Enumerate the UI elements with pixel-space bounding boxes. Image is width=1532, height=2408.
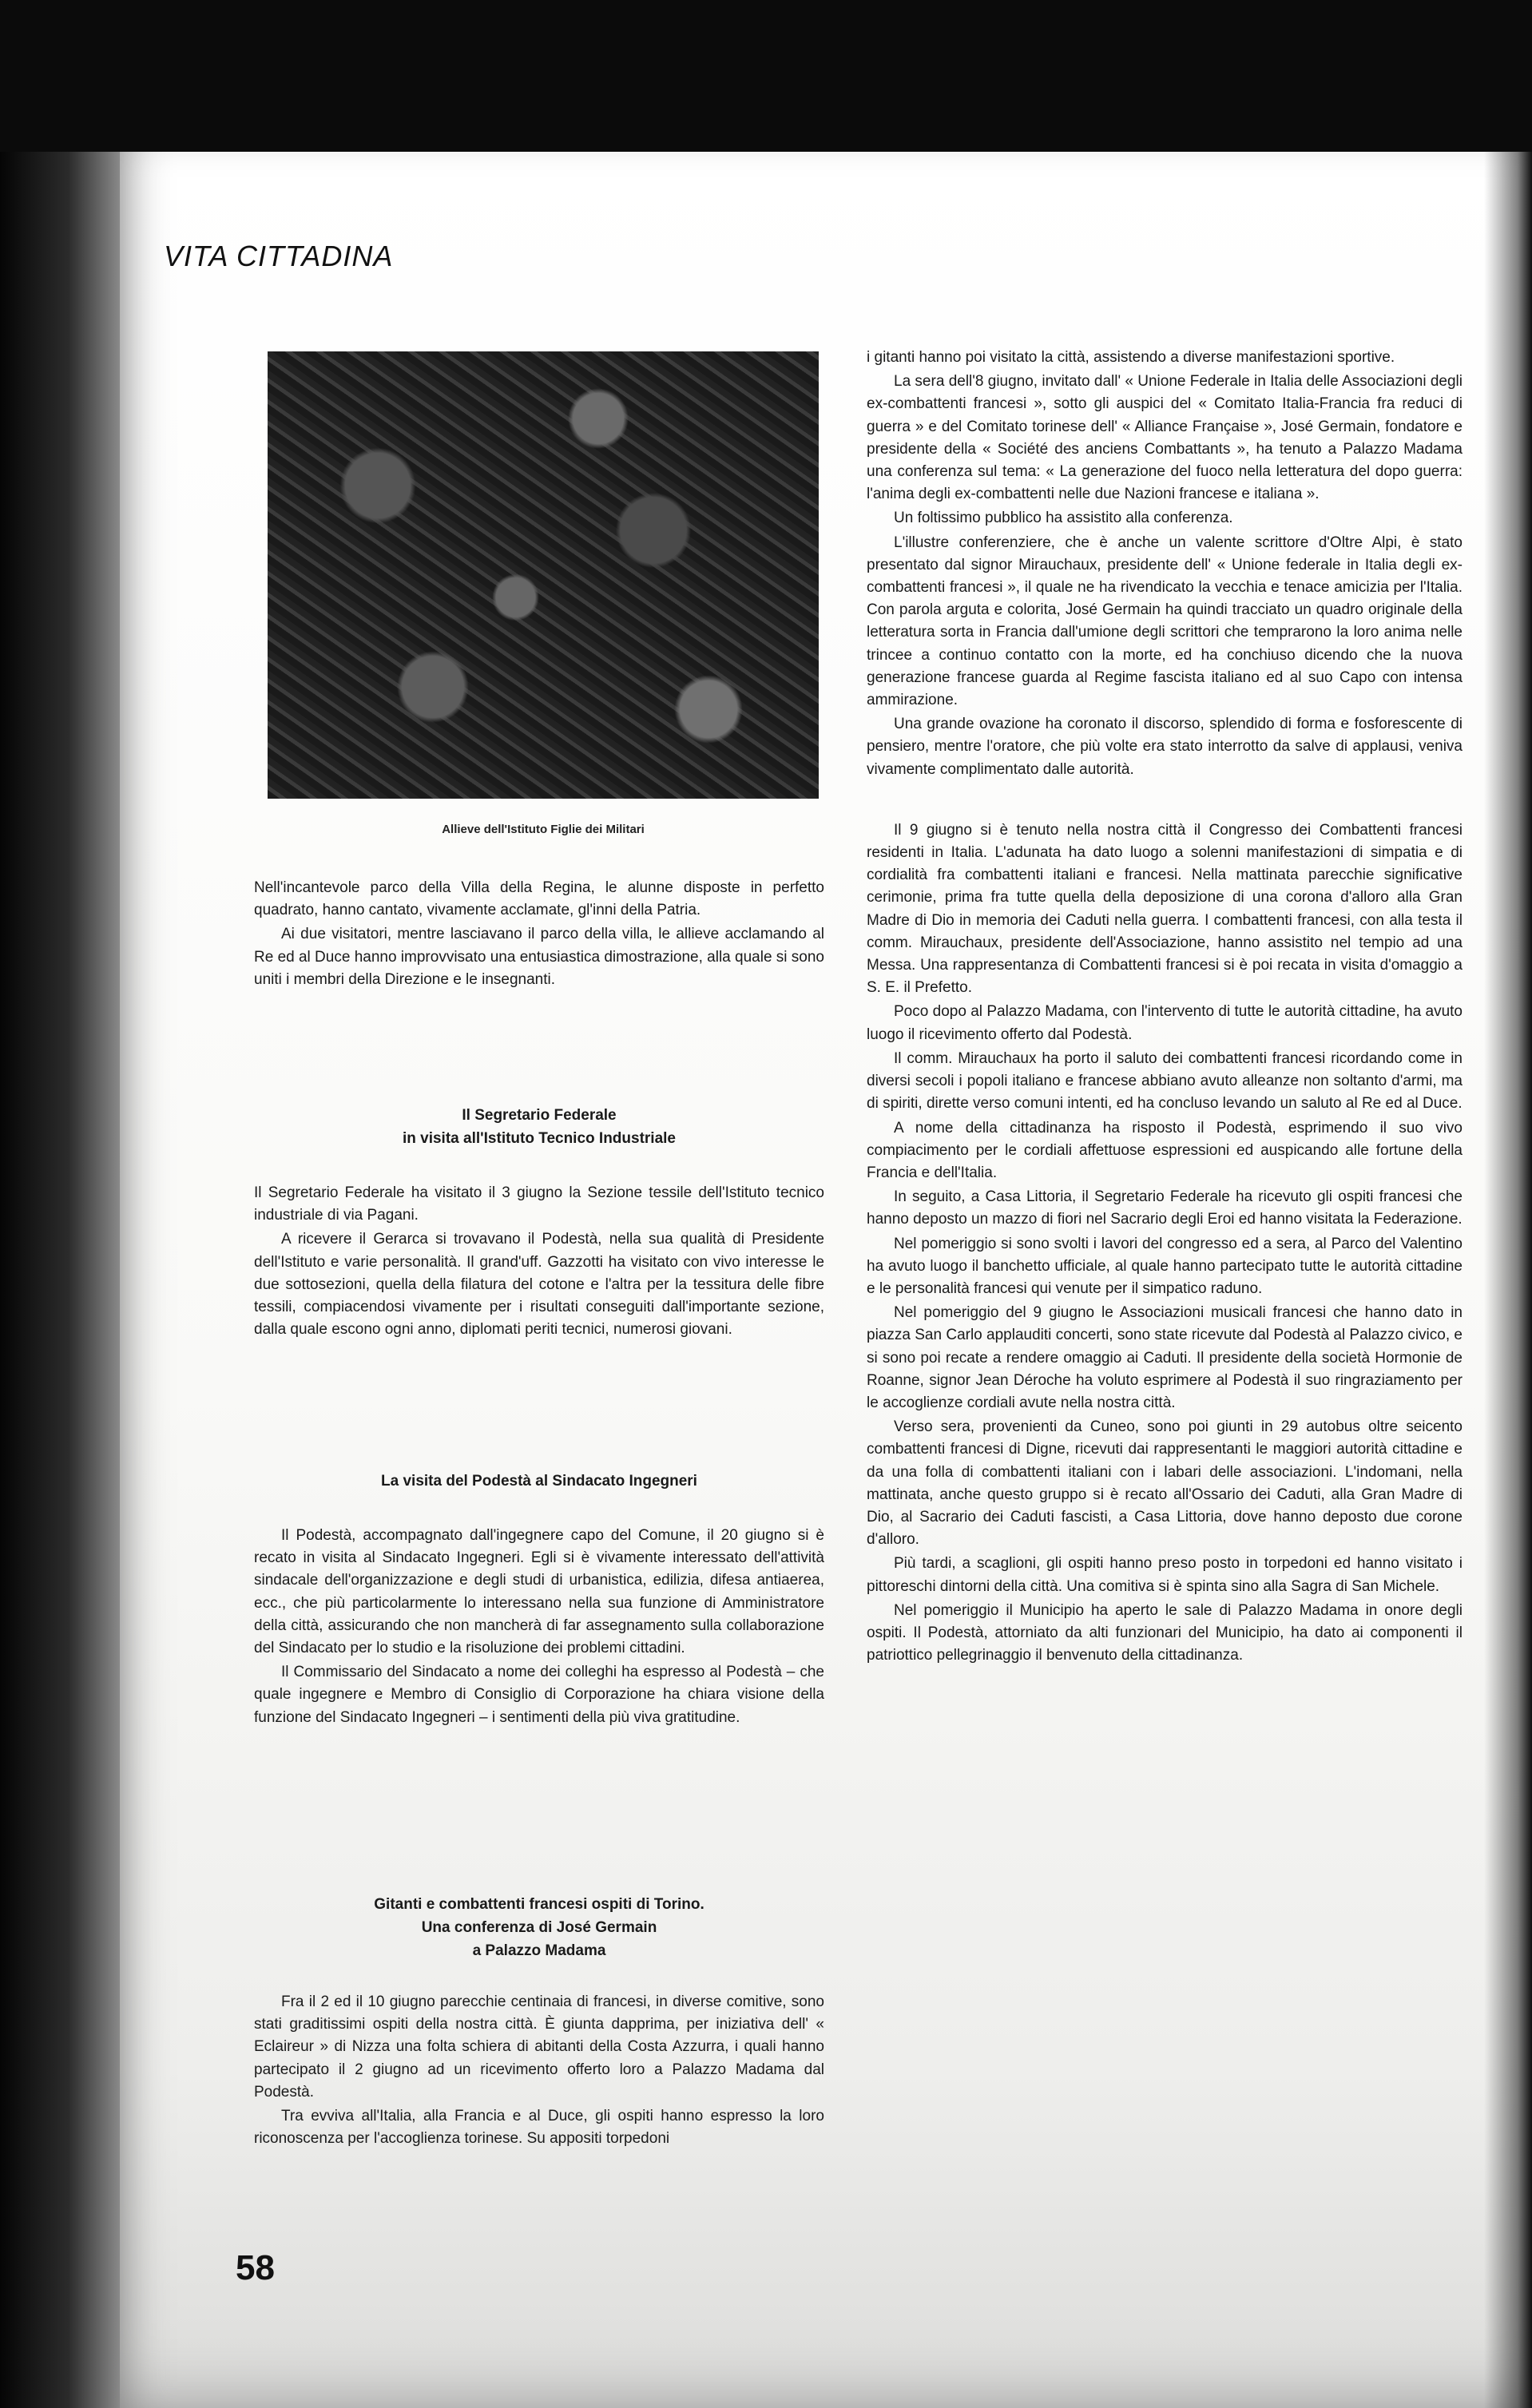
article-title: Gitanti e combattenti francesi ospiti di Torino. [374, 1896, 704, 1913]
paragraph: In seguito, a Casa Littoria, il Segretario Federale ha ricevuto gli ospiti francesi che hanno deposto un mazzo di fiori nel Sacrario degli Eroi ed hanno visitata la Federazione. [867, 1188, 1463, 1228]
paragraph: Il comm. Mirauchaux ha porto il saluto dei combattenti francesi ricordando come in diversi secoli i popoli italiano e francese abbiano avuto alleanze non soltanto d'armi, ma di spiriti, dirette verso comuni intenti, ed ha concluso levando un saluto al Re ed al Duce. [867, 1049, 1463, 1113]
paragraph: A ricevere il Gerarca si trovavano il Podestà, nella sua qualità di Presidente dell'Istituto e varie personalità. Il grand'uff. Gazzotti ha visitato con vivo interesse le due sottosezioni, quella della filatura del cotone e l'altra per la tessitura delle fibre tessili, compiacendosi vivamente per i risultati conseguiti dall'importante sezione, dalla quale escono ogni anno, diplomati periti tecnici, numerosi giovani. [254, 1231, 824, 1339]
paragraph: Poco dopo al Palazzo Madama, con l'intervento di tutte le autorità cittadine, ha avuto luogo il ricevimento offerto dal Podestà. [867, 1003, 1463, 1043]
paragraph: i gitanti hanno poi visitato la città, assistendo a diverse manifestazioni sportive. [867, 349, 1395, 366]
paragraph: Il Segretario Federale ha visitato il 3 giugno la Sezione tessile dell'Istituto tecnico industriale di via Pagani. [254, 1184, 824, 1224]
article-title: in visita all'Istituto Tecnico Industriale [402, 1130, 676, 1147]
article-gitanti-francesi [254, 1893, 824, 2152]
page-number: 58 [236, 2248, 275, 2287]
paragraph: Verso sera, provenienti da Cuneo, sono poi giunti in 29 autobus oltre seicento combattenti francesi di Digne, ricevuti dai rappresentanti le maggiori autorità cittadine e da una folla di combattenti italiani con i labari delle associazioni. L'indomani, nella mattinata, anche questo gruppo si è recato all'Ossario dei Caduti, alla Gran Madre di Dio, al Sacrario dei Caduti fascisti, a Casa Littoria, dove hanno deposto due corone d'alloro. [867, 1418, 1463, 1549]
paragraph: Nell'incantevole parco della Villa della Regina, le alunne disposte in perfetto quadrato, hanno cantato, vivamente acclamate, gl'inni della Patria. [254, 879, 824, 919]
paragraph: Nel pomeriggio il Municipio ha aperto le sale di Palazzo Madama in onore degli ospiti. Il Podestà, attorniato da alti funzionari del Municipio, ha dato ai componenti il patriottico pellegrinaggio il benvenuto della cittadinanza. [867, 1601, 1463, 1664]
article-title: a Palazzo Madama [472, 1942, 606, 1959]
paragraph: Ai due visitatori, mentre lasciavano il parco della villa, le allieve acclamando al Re ed al Duce hanno improvvisato una entusiastica dimostrazione, alla quale si sono uniti i membri della Direzione e le insegnanti. [254, 926, 824, 988]
right-column [867, 347, 1463, 1668]
photo-caption: Allieve dell'Istituto Figlie dei Militari [442, 823, 645, 836]
paragraph: Tra evviva all'Italia, alla Francia e al Duce, gli ospiti hanno espresso la loro riconoscenza per l'accoglienza torinese. Su appositi torpedoni [254, 2108, 824, 2148]
paragraph: La sera dell'8 giugno, invitato dall' « Unione Federale in Italia delle Associazioni degli ex-combattenti francesi », sotto gli auspici del « Comitato Italia-Francia fra reduci di guerra » e del Comitato torinese dell' « Alliance Française », José Germain, fondatore e presidente della « Société des anciens Combattants », ha tenuto a Palazzo Madama una conferenza sul tema: « La generazione del fuoco nella letteratura del dopo guerra: l'anima degli ex-combattenti nelle due Nazioni francese e italiana ». [867, 373, 1463, 503]
paragraph: Nel pomeriggio si sono svolti i lavori del congresso ed a sera, al Parco del Valentino ha avuto luogo il banchetto ufficiale, al quale hanno partecipato tutte le autorità cittadine e le personalità francesi qui venute per il simpatico raduno. [867, 1235, 1463, 1297]
paragraph-gap [867, 783, 1463, 819]
article-title: Una conferenza di José Germain [421, 1919, 657, 1936]
left-intro [254, 877, 824, 993]
paragraph: Il Commissario del Sindacato a nome dei colleghi ha espresso al Podestà – che quale ingegnere e Membro di Consiglio di Corporazione ha chiara visione della funzione del Sindacato Ingegneri – i sentimenti della più viva gratitudine. [254, 1664, 824, 1726]
page-right-edge [1484, 152, 1532, 2408]
paragraph: Il Podestà, accompagnato dall'ingegnere capo del Comune, il 20 giugno si è recato in visita al Sindacato Ingegneri. Egli si è vivamente interessato dell'attività sindacale dell'organizzazione e degli studi di urbanistica, edilizia, difesa antiaerea, ecc., che più particolarmente lo interessano nella sua funzione di Amministratore della città, assicurando che non mancherà di far assegnamento sulla collaborazione del Sindacato per lo studio e la risoluzione dei problemi cittadini. [254, 1527, 824, 1657]
article-title: Il Segretario Federale [462, 1107, 617, 1124]
paragraph: Nel pomeriggio del 9 giugno le Associazioni musicali francesi che hanno dato in piazza San Carlo applauditi concerti, sono state ricevute dal Podestà al Palazzo civico, e si sono poi recate a rendere omaggio ai Caduti. Il presidente della società Hormonie de Roanne, signor Jean Déroche ha voluto esprimere al Podestà il suo ringraziamento per le accoglienze cordiali avute nella nostra città. [867, 1304, 1463, 1411]
paragraph: Un foltissimo pubblico ha assistito alla conferenza. [894, 510, 1233, 527]
paragraph: L'illustre conferenziere, che è anche un valente scrittore d'Oltre Alpi, è stato presentato dal signor Mirauchaux, presidente dell' « Unione federale in Italia degli ex-combattenti francesi », il quale ne ha rivendicato la vecchia e tenace amicizia per l'Italia. Con parola arguta e colorita, José Germain ha quindi tracciato un quadro originale della letteratura sorta in Francia dall'umione degli scrittori che temprarono la loro anima nelle trincee a continuo contatto con la morte, ed ha conchiuso dicendo che la nuova generazione francese guarda al Regime fascista italiano ed al suo Capo con intensa ammirazione. [867, 534, 1463, 709]
article-photo [268, 351, 819, 799]
paragraph: A nome della cittadinanza ha risposto il Podestà, esprimendo il suo vivo compiacimento per le cordiali affettuose espressioni ed auspicando alle fortune della Francia e dell'Italia. [867, 1119, 1463, 1181]
section-header: VITA CITTADINA [164, 240, 394, 272]
paragraph: Una grande ovazione ha coronato il discorso, splendido di forma e fosforescente di pensiero, mentre l'oratore, che più volte era stato interrotto da salve di applausi, veniva vivamente complimentato dalle autorità. [867, 716, 1463, 778]
article-sindacato-ingegneri [254, 1470, 824, 1731]
paragraph: Fra il 2 ed il 10 giugno parecchie centinaia di francesi, in diverse comitive, sono stati graditissimi ospiti della nostra città. È giunta dapprima, per iniziativa dell' « Eclaireur » di Nizza una folta schiera di abitanti della Costa Azzurra, i quali hanno partecipato il 2 giugno ad un ricevimento offerto loro a Palazzo Madama dal Podestà. [254, 1993, 824, 2101]
paragraph: Il 9 giugno si è tenuto nella nostra città il Congresso dei Combattenti francesi residenti in Italia. L'adunata ha dato luogo a solenni manifestazioni di simpatia e di cordialità fra combattenti italiani e francesi. Nella mattinata parecchie significative cerimonie, prima fra tutte quella della deposizione di una corona d'alloro alla Gran Madre di Dio in memoria dei Caduti nella guerra. I combattenti francesi, con alla testa il comm. Mirauchaux, presidente dell'Associazione, hanno assistito nel tempio ad una Messa. Una rappresentanza di Combattenti francesi si è poi recata in visita d'omaggio a S. E. il Prefetto. [867, 821, 1463, 997]
paragraph: Più tardi, a scaglioni, gli ospiti hanno preso posto in torpedoni ed hanno visitato i pittoreschi dintorni della città. Una comitiva si è spinta sino alla Sagra di San Michele. [867, 1555, 1463, 1595]
article-title: La visita del Podestà al Sindacato Ingegneri [381, 1473, 697, 1490]
article-segretario-federale [254, 1104, 824, 1343]
